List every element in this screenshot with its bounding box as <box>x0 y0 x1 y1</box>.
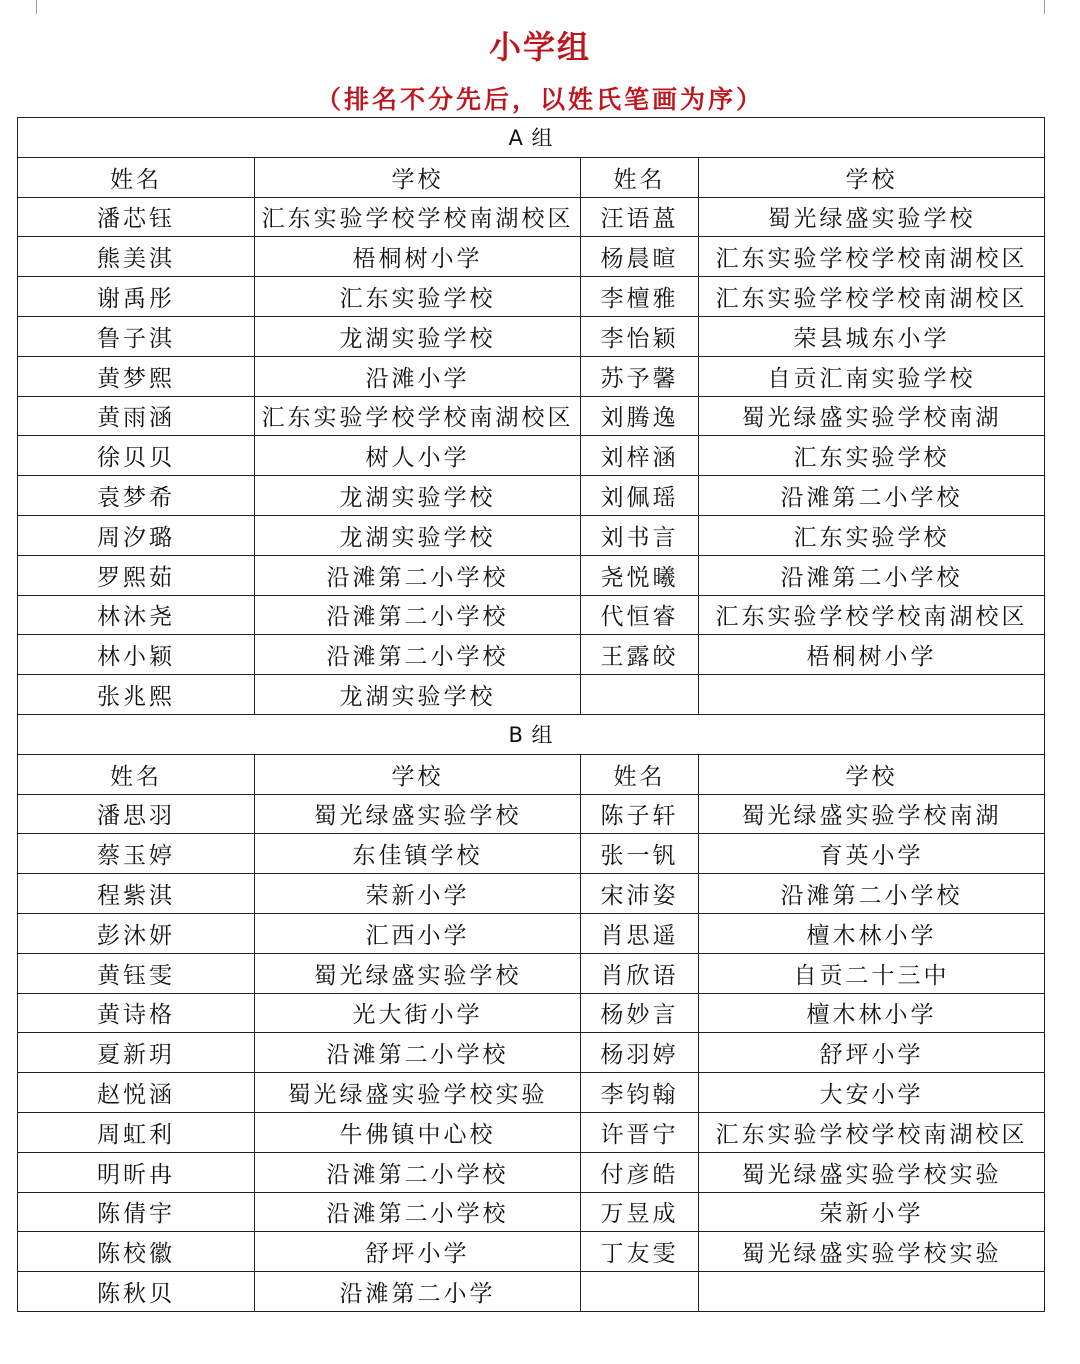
student-name: 彭沐妍 <box>18 913 255 953</box>
school-name: 沿滩第二小学校 <box>255 555 581 595</box>
table-row <box>18 874 1045 914</box>
school-name: 蜀光绿盛实验学校 <box>699 197 1045 237</box>
column-header-school: 学校 <box>255 754 581 794</box>
student-name: 汪语蒕 <box>581 197 699 237</box>
school-name: 汇东实验学校 <box>699 515 1045 555</box>
school-name: 树人小学 <box>255 436 581 476</box>
student-name: 许晋宁 <box>581 1112 699 1152</box>
school-name: 大安小学 <box>699 1073 1045 1113</box>
table-row <box>18 277 1045 317</box>
school-name: 檀木林小学 <box>699 913 1045 953</box>
column-header-school: 学校 <box>699 157 1045 197</box>
student-name: 张兆熙 <box>18 675 255 715</box>
school-name: 梧桐树小学 <box>255 237 581 277</box>
table-row <box>18 1152 1045 1192</box>
student-name: 李怡颖 <box>581 316 699 356</box>
student-name: 陈校徽 <box>18 1232 255 1272</box>
student-name: 潘思羽 <box>18 794 255 834</box>
school-name: 沿滩第二小学校 <box>699 874 1045 914</box>
school-name: 汇西小学 <box>255 913 581 953</box>
school-name: 沿滩第二小学校 <box>255 1192 581 1232</box>
student-name <box>581 1272 699 1312</box>
table-row <box>18 1073 1045 1113</box>
student-name: 丁友雯 <box>581 1232 699 1272</box>
school-name: 沿滩第二小学校 <box>699 476 1045 516</box>
student-name: 陈倩宇 <box>18 1192 255 1232</box>
student-name: 肖欣语 <box>581 953 699 993</box>
table-row <box>18 913 1045 953</box>
student-name: 刘佩瑶 <box>581 476 699 516</box>
school-name: 蜀光绿盛实验学校实验 <box>699 1232 1045 1272</box>
school-name: 汇东实验学校学校南湖校区 <box>699 1112 1045 1152</box>
student-name: 夏新玥 <box>18 1033 255 1073</box>
table-row <box>18 1033 1045 1073</box>
school-name: 龙湖实验学校 <box>255 316 581 356</box>
school-name: 蜀光绿盛实验学校南湖 <box>699 794 1045 834</box>
student-name: 明昕冉 <box>18 1152 255 1192</box>
table-row <box>18 635 1045 675</box>
table-row <box>18 1112 1045 1152</box>
table-row <box>18 316 1045 356</box>
school-name: 汇东实验学校学校南湖校区 <box>699 237 1045 277</box>
student-name: 周汐璐 <box>18 515 255 555</box>
student-name: 赵悦涵 <box>18 1073 255 1113</box>
school-name: 沿滩第二小学校 <box>255 1152 581 1192</box>
school-name <box>699 675 1045 715</box>
student-name: 林小颖 <box>18 635 255 675</box>
student-name: 周虹利 <box>18 1112 255 1152</box>
school-name: 舒坪小学 <box>255 1232 581 1272</box>
column-header-name: 姓名 <box>581 754 699 794</box>
column-header-row <box>18 754 1045 794</box>
school-name: 牛佛镇中心校 <box>255 1112 581 1152</box>
student-name: 袁梦希 <box>18 476 255 516</box>
student-name: 李钧翰 <box>581 1073 699 1113</box>
roster-table <box>17 117 1045 1312</box>
table-row <box>18 476 1045 516</box>
student-name: 杨妙言 <box>581 993 699 1033</box>
school-name: 荣新小学 <box>699 1192 1045 1232</box>
school-name: 檀木林小学 <box>699 993 1045 1033</box>
student-name: 熊美淇 <box>18 237 255 277</box>
school-name: 汇东实验学校学校南湖校区 <box>699 277 1045 317</box>
page-title: 小学组 <box>488 28 591 66</box>
roster-body <box>18 118 1045 1312</box>
school-name: 沿滩第二小学校 <box>255 595 581 635</box>
table-row <box>18 1232 1045 1272</box>
student-name: 刘腾逸 <box>581 396 699 436</box>
school-name: 育英小学 <box>699 834 1045 874</box>
school-name: 汇东实验学校 <box>255 277 581 317</box>
student-name: 付彦皓 <box>581 1152 699 1192</box>
school-name: 蜀光绿盛实验学校实验 <box>255 1073 581 1113</box>
school-name: 沿滩第二小学校 <box>699 555 1045 595</box>
school-name <box>699 1272 1045 1312</box>
table-row <box>18 834 1045 874</box>
student-name: 罗熙茹 <box>18 555 255 595</box>
student-name: 肖思遥 <box>581 913 699 953</box>
table-row <box>18 595 1045 635</box>
page-subtitle: （排名不分先后，以姓氏笔画为序） <box>315 85 764 114</box>
student-name: 黄梦熙 <box>18 356 255 396</box>
school-name: 沿滩第二小学 <box>255 1272 581 1312</box>
student-name: 陈秋贝 <box>18 1272 255 1312</box>
student-name: 万昱成 <box>581 1192 699 1232</box>
group-label: A 组 <box>18 118 1045 158</box>
school-name: 汇东实验学校学校南湖校区 <box>255 396 581 436</box>
school-name: 汇东实验学校学校南湖校区 <box>255 197 581 237</box>
school-name: 沿滩第二小学校 <box>255 635 581 675</box>
school-name: 自贡汇南实验学校 <box>699 356 1045 396</box>
school-name: 汇东实验学校学校南湖校区 <box>699 595 1045 635</box>
school-name: 梧桐树小学 <box>699 635 1045 675</box>
table-row <box>18 396 1045 436</box>
student-name: 黄诗格 <box>18 993 255 1033</box>
school-name: 蜀光绿盛实验学校 <box>255 794 581 834</box>
group-label: B 组 <box>18 714 1045 754</box>
student-name: 张一钒 <box>581 834 699 874</box>
school-name: 蜀光绿盛实验学校南湖 <box>699 396 1045 436</box>
table-row <box>18 436 1045 476</box>
column-header-name: 姓名 <box>581 157 699 197</box>
school-name: 龙湖实验学校 <box>255 675 581 715</box>
student-name: 王露皎 <box>581 635 699 675</box>
page-corner-mark-left <box>36 0 37 14</box>
student-name: 刘书言 <box>581 515 699 555</box>
school-name: 汇东实验学校 <box>699 436 1045 476</box>
group-header-row <box>18 714 1045 754</box>
student-name: 尧悦曦 <box>581 555 699 595</box>
column-header-name: 姓名 <box>18 754 255 794</box>
school-name: 荣新小学 <box>255 874 581 914</box>
table-row <box>18 515 1045 555</box>
table-row <box>18 555 1045 595</box>
student-name: 程紫淇 <box>18 874 255 914</box>
student-name: 刘梓涵 <box>581 436 699 476</box>
student-name: 黄雨涵 <box>18 396 255 436</box>
school-name: 龙湖实验学校 <box>255 515 581 555</box>
school-name: 沿滩小学 <box>255 356 581 396</box>
column-header-school: 学校 <box>255 157 581 197</box>
student-name: 宋沛姿 <box>581 874 699 914</box>
table-row <box>18 794 1045 834</box>
student-name: 杨羽婷 <box>581 1033 699 1073</box>
school-name: 舒坪小学 <box>699 1033 1045 1073</box>
student-name: 徐贝贝 <box>18 436 255 476</box>
student-name: 黄钰雯 <box>18 953 255 993</box>
student-name <box>581 675 699 715</box>
table-row <box>18 237 1045 277</box>
school-name: 沿滩第二小学校 <box>255 1033 581 1073</box>
school-name: 荣县城东小学 <box>699 316 1045 356</box>
column-header-name: 姓名 <box>18 157 255 197</box>
student-name: 蔡玉婷 <box>18 834 255 874</box>
student-name: 杨晨暄 <box>581 237 699 277</box>
page-corner-mark-right <box>1044 0 1045 14</box>
school-name: 东佳镇学校 <box>255 834 581 874</box>
school-name: 蜀光绿盛实验学校实验 <box>699 1152 1045 1192</box>
table-row <box>18 993 1045 1033</box>
group-header-row <box>18 118 1045 158</box>
student-name: 林沐尧 <box>18 595 255 635</box>
school-name: 蜀光绿盛实验学校 <box>255 953 581 993</box>
table-row <box>18 356 1045 396</box>
school-name: 自贡二十三中 <box>699 953 1045 993</box>
column-header-school: 学校 <box>699 754 1045 794</box>
student-name: 代恒睿 <box>581 595 699 635</box>
student-name: 谢禹彤 <box>18 277 255 317</box>
school-name: 龙湖实验学校 <box>255 476 581 516</box>
column-header-row <box>18 157 1045 197</box>
student-name: 李檀雅 <box>581 277 699 317</box>
table-row <box>18 1192 1045 1232</box>
student-name: 鲁子淇 <box>18 316 255 356</box>
student-name: 陈子轩 <box>581 794 699 834</box>
student-name: 苏予馨 <box>581 356 699 396</box>
table-row <box>18 953 1045 993</box>
table-row <box>18 197 1045 237</box>
school-name: 光大街小学 <box>255 993 581 1033</box>
student-name: 潘芯钰 <box>18 197 255 237</box>
table-row <box>18 1272 1045 1312</box>
table-row <box>18 675 1045 715</box>
